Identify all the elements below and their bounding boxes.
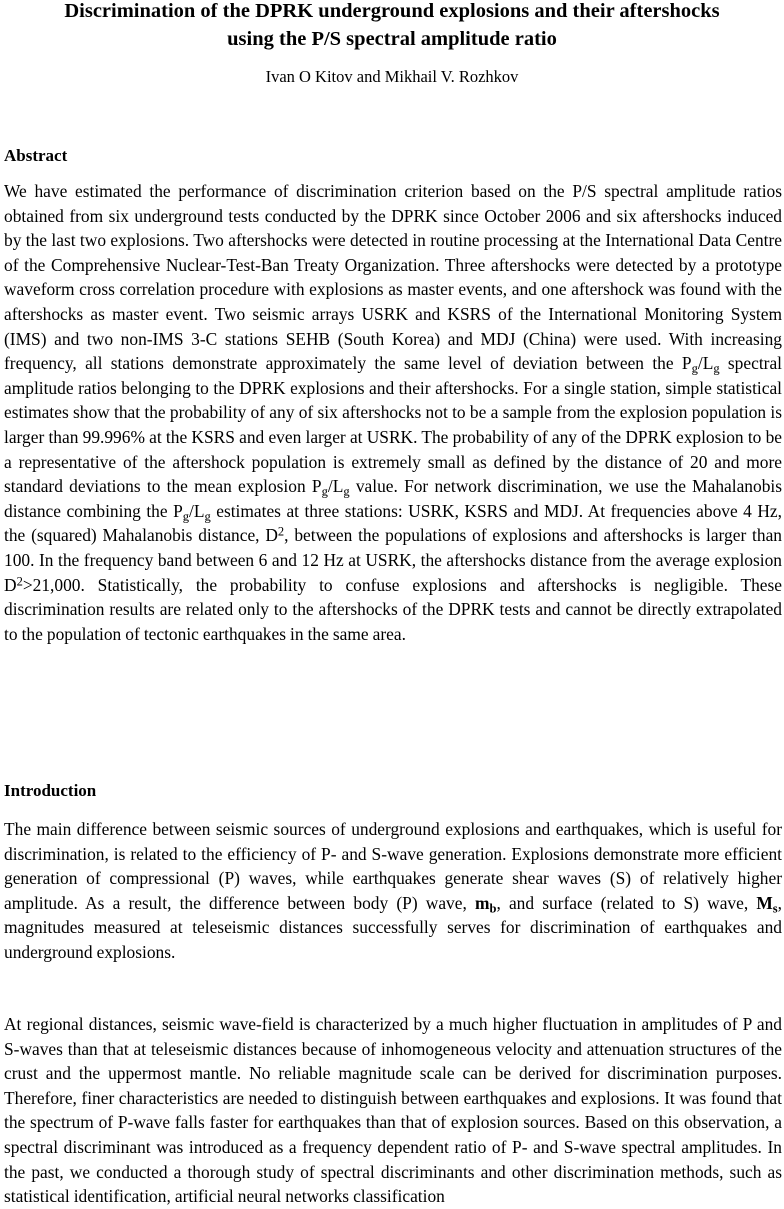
squared-superscript: 2 <box>277 524 285 539</box>
abstract-paragraph <box>4 179 782 646</box>
abstract-text-3: value. For network discrimination, we use the Mahalanobis distance combining the <box>4 476 782 521</box>
ratio-symbol: $P_g/L_g$ <box>311 476 350 499</box>
squared-superscript: 2 <box>16 573 23 588</box>
ms-magnitude-symbol: $M_s$ <box>756 892 778 916</box>
abstract-text-6: >21,000. Statistically, the probability to confuse explosions and aftershocks is negligible. These discrimination results are related only to the aftershocks of the DPRK tests and cannot be directly extrapolated to the population of tectonic earthquakes in the same area. <box>4 574 782 644</box>
introduction-heading: Introduction <box>4 781 97 800</box>
abstract-heading: Abstract <box>4 146 68 165</box>
title-line-2: using the P/S spectral amplitude ratio <box>227 28 557 50</box>
intro-text-1c: , magnitudes measured at teleseismic distances successfully serves for discrimination of earthquakes and underground explosions. <box>4 892 782 962</box>
paper-title <box>0 0 784 53</box>
abstract-text-4: estimates at three stations: USRK, KSRS and MDJ. At frequencies above 4 Hz, the (squared) Mahalanobis distance, D <box>4 500 782 546</box>
mb-magnitude-symbol: $m_b$ <box>474 892 497 916</box>
ratio-symbol: $P_g/L_g$ <box>173 500 211 524</box>
ratio-symbol: $P_g/L_g$ <box>681 353 720 376</box>
introduction-paragraph-1 <box>4 817 782 965</box>
paper-authors: Ivan O Kitov and Mikhail V. Rozhkov <box>265 67 519 86</box>
intro-text-1b: , and surface (related to S) wave, <box>496 892 757 913</box>
abstract-text-2: spectral amplitude ratios belonging to the DPRK explosions and their aftershocks. For a single station, simple statistical estimates show that the probability of any of six aftershocks not to be a sample from the explosion population is larger than 99.996% at the KSRS and even larger at USRK. The probability of any of the DPRK explosion to be a representative of the aftershock population is extremely small as defined by the distance of 20 and more standard deviations to the mean explosion <box>4 353 782 497</box>
title-line-1: Discrimination of the DPRK underground explosions and their aftershocks <box>64 0 720 22</box>
introduction-paragraph-2: At regional distances, seismic wave-field is characterized by a much higher fluctuation in amplitudes of P and S-waves than that at teleseismic distances because of inhomogeneous velocity and attenuation structures of the crust and the uppermost mantle. No reliable magnitude scale can be derived for discrimination purposes. Therefore, finer characteristics are needed to distinguish between earthquakes and explosions. It was found that the spectrum of P-wave falls faster for earthquakes than that of explosion sources. Based on this observation, a spectral discriminant was introduced as a frequency dependent ratio of P- and S-wave spectral amplitudes. In the past, we conducted a thorough study of spectral discriminants and other discrimination methods, such as statistical identification, artificial neural networks classification <box>4 1014 782 1207</box>
intro-text-1a: The main difference between seismic sources of underground explosions and earthquakes, which is useful for discrimination, is related to the efficiency of P- and S-wave generation. Explosions demonstrate more efficient generation of compressional (P) waves, while earthquakes generate shear waves (S) of relatively higher amplitude. As a result, the difference between body (P) wave, <box>4 819 782 913</box>
abstract-text-5: , between the populations of explosions and aftershocks is larger than 100. In the frequency band between 6 and 12 Hz at USRK, the aftershocks distance from the average explosion D <box>4 525 782 595</box>
abstract-text-1: We have estimated the performance of discrimination criterion based on the P/S spectral amplitude ratios obtained from six underground tests conducted by the DPRK since October 2006 and six aftershocks induced by the last two explosions. Two aftershocks were detected in routine processing at the International Data Centre of the Comprehensive Nuclear-Test-Ban Treaty Organization. Three aftershocks were detected by a prototype waveform cross correlation procedure with explosions as master events, and one aftershock was found with the aftershocks as master event. Two seismic arrays USRK and KSRS of the International Monitoring System (IMS) and two non-IMS 3-C stations SEHB (South Korea) and MDJ (China) were used. With increasing frequency, all stations demonstrate approximately the same level of deviation between the <box>4 181 782 374</box>
